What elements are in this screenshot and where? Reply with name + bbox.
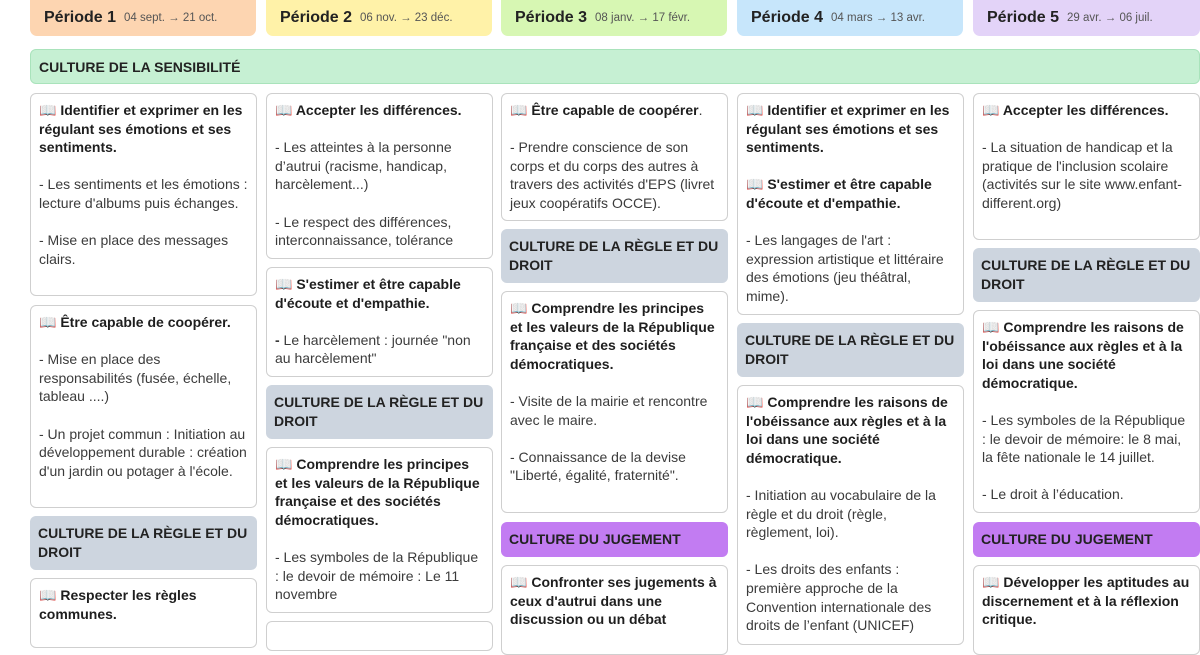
card-title-end: .: [698, 102, 703, 118]
card-line: - Les symboles de la République : le devoir de mémoire : Le 11 novembre: [275, 548, 479, 603]
period-dates: 29 avr. → 06 juil.: [1067, 12, 1153, 24]
card-title: Développer les aptitudes au discernement et à la réflexion critique.: [982, 574, 1190, 628]
card-line: - Visite de la mairie et rencontre avec le maire.: [510, 392, 708, 428]
book-icon: 📖: [982, 102, 1000, 118]
book-icon: 📖: [275, 102, 293, 118]
section-banner-regle: CULTURE DE LA RÈGLE ET DU DROIT: [266, 385, 493, 439]
card-line: - La situation de handicap et la pratique de l'inclusion scolaire (activités sur le site www.enfant-different.org): [982, 139, 1182, 211]
book-icon: 📖: [746, 394, 764, 410]
card-line: - Le droit à l’éducation.: [982, 486, 1124, 503]
period-dates: 08 janv. → 17 févr.: [595, 12, 691, 24]
period-name: Période 3: [515, 9, 588, 26]
card-title: Être capable de coopérer.: [60, 314, 231, 330]
book-icon: 📖: [510, 102, 528, 118]
card-title: Respecter les règles communes.: [39, 587, 197, 622]
card-col3-cooperer[interactable]: [501, 93, 728, 221]
period-tab-3[interactable]: [501, 0, 727, 36]
period-name: Période 2: [280, 9, 353, 26]
card-col2-differences[interactable]: [266, 93, 493, 259]
period-name: Période 1: [44, 9, 117, 26]
card-col5-obeissance[interactable]: [973, 310, 1200, 513]
book-icon: 📖: [39, 102, 57, 118]
card-line: [275, 331, 484, 368]
card-title: Comprendre les raisons de l'obéissance aux règles et à la loi dans une société démocratique.: [982, 319, 1184, 391]
book-icon: 📖: [39, 314, 57, 330]
card-line: - Les langages de l'art : expression artistique et littéraire des émotions (jeu théâtral, mime).: [746, 232, 944, 304]
card-line: - Les sentiments et les émotions : lecture d'albums puis échanges.: [39, 176, 248, 211]
section-banner-regle: CULTURE DE LA RÈGLE ET DU DROIT: [30, 516, 257, 570]
book-icon: 📖: [746, 176, 764, 193]
card-line: - Un projet commun : Initiation au développement durable : création d'un jardin ou potager à l'école.: [39, 425, 247, 479]
period-tab-4[interactable]: [737, 0, 963, 36]
card-title: S'estimer et être capable d'écoute et d'empathie.: [275, 276, 461, 311]
card-title: Identifier et exprimer en les régulant ses émotions et ses sentiments.: [746, 102, 950, 156]
period-dates: 04 sept. → 21 oct.: [124, 12, 218, 24]
book-icon: 📖: [746, 102, 764, 118]
book-icon: 📖: [982, 319, 1000, 335]
card-line: - Les symboles de la République : le devoir de mémoire: le 8 mai, la fête nationale le 14 juillet.: [982, 411, 1186, 466]
book-icon: 📖: [510, 300, 528, 316]
period-tab-2[interactable]: [266, 0, 492, 36]
card-line: - Les droits des enfants : première approche de la Convention internationale des droits de l’enfant (UNICEF): [746, 561, 932, 634]
card-col5-differences[interactable]: [973, 93, 1200, 240]
section-banner-regle: CULTURE DE LA RÈGLE ET DU DROIT: [737, 323, 964, 377]
period-tab-5[interactable]: [973, 0, 1200, 36]
card-line: - Mise en place des responsabilités (fusée, échelle, tableau ....): [39, 351, 232, 405]
card-title: Identifier et exprimer en les régulant ses émotions et ses sentiments.: [39, 102, 243, 156]
book-icon: 📖: [275, 276, 293, 292]
section-banner-sensibilite: CULTURE DE LA SENSIBILITÉ: [30, 49, 1200, 84]
section-banner-jugement: CULTURE DU JUGEMENT: [973, 522, 1200, 557]
period-dates: 06 nov. → 23 déc.: [360, 12, 453, 24]
card-col2-empathie[interactable]: [266, 267, 493, 377]
section-banner-jugement: CULTURE DU JUGEMENT: [501, 522, 728, 557]
card-line: - Connaissance de la devise "Liberté, égalité, fraternité".: [510, 448, 686, 484]
period-name: Période 4: [751, 9, 824, 26]
card-col4-emotions[interactable]: [737, 93, 964, 315]
card-title: Comprendre les principes et les valeurs de la République française et des sociétés démocratiques.: [510, 300, 715, 372]
card-line: - Le respect des différences, interconnaissance, tolérance: [275, 213, 454, 249]
section-banner-regle: CULTURE DE LA RÈGLE ET DU DROIT: [501, 229, 728, 283]
card-title: Comprendre les principes et les valeurs de la République française et des sociétés démocratiques.: [275, 456, 480, 528]
card-col2-principes[interactable]: [266, 447, 493, 613]
card-line: - Prendre conscience de son corps et du corps des autres à travers des activités d'EPS (livret jeux coopératifs OCCE).: [510, 139, 715, 211]
card-title: S'estimer et être capable d'écoute et d'empathie.: [746, 176, 932, 211]
card-title: Être capable de coopérer: [531, 102, 699, 118]
card-line: - Les atteintes à la personne d’autrui (racisme, handicap, harcèlement...): [275, 139, 452, 193]
book-icon: 📖: [510, 574, 528, 590]
card-col1-regles[interactable]: [30, 578, 257, 648]
card-title: Confronter ses jugements à ceux d'autrui dans une discussion ou un débat: [510, 574, 717, 628]
book-icon: 📖: [982, 574, 1000, 590]
card-col2-next[interactable]: [266, 621, 493, 651]
section-banner-regle: CULTURE DE LA RÈGLE ET DU DROIT: [973, 248, 1200, 302]
period-dates: 04 mars → 13 avr.: [831, 12, 925, 24]
card-col4-obeissance[interactable]: [737, 385, 964, 645]
dash: -: [275, 331, 280, 348]
card-col3-principes[interactable]: [501, 291, 728, 513]
card-col1-cooperer[interactable]: [30, 305, 257, 508]
period-name: Période 5: [987, 9, 1060, 26]
card-line: - Mise en place des messages clairs.: [39, 232, 229, 267]
book-icon: 📖: [275, 456, 293, 472]
card-col3-confronter[interactable]: [501, 565, 728, 655]
book-icon: 📖: [39, 587, 57, 603]
card-col5-discernement[interactable]: [973, 565, 1200, 655]
card-title: Comprendre les raisons de l'obéissance aux règles et à la loi dans une société démocratique.: [746, 394, 948, 466]
card-line: - Initiation au vocabulaire de la règle et du droit (règle, règlement, loi).: [746, 486, 936, 541]
card-col1-emotions[interactable]: [30, 93, 257, 296]
card-title: Accepter les différences.: [1002, 102, 1169, 118]
card-title: Accepter les différences.: [295, 102, 462, 118]
period-tab-1[interactable]: [30, 0, 256, 36]
card-line-text: Le harcèlement : journée "non au harcèlement": [275, 331, 471, 367]
